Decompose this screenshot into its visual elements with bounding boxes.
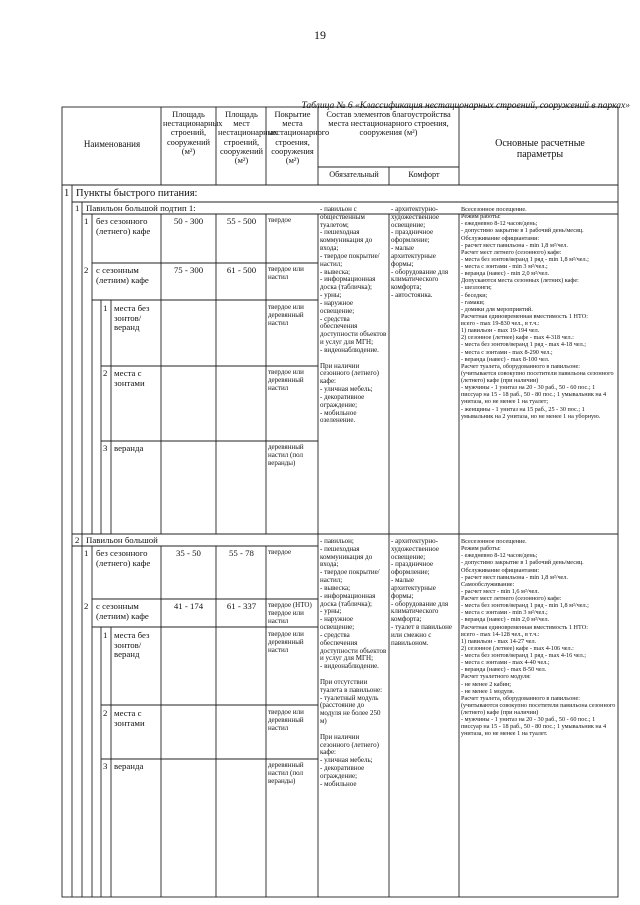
block2-row2-cover: твердое (НТО) твердое или настил (268, 601, 312, 625)
header-mandatory: Обязательный (329, 170, 379, 179)
block1-sub1-cover: твердое или деревянный настил (268, 303, 304, 327)
block2-sub3-num: 3 (103, 761, 108, 771)
block1-sub3-num: 3 (103, 443, 108, 453)
block2-mandatory: - павильон; - пешеходная коммуникация до входа; - твердое покрытие/настил; - вывеска; - информационная доска (табличка); - урны; - наружное освещение; - средства обеспечения доступности объектов и услуг для МГН; - видеонаблюдение. При отсутствии туалета в павильоне: - туалетный модуль (расстояние до модуля не более 250 м) При наличии сезонного (летнего) кафе: - уличная мебель; - декоративное ограждение; - мобильное (320, 537, 387, 788)
section-num: 1 (64, 188, 70, 199)
block1-row2-num: 2 (84, 265, 89, 275)
block2-row1-cover: твердое (268, 548, 292, 556)
block1-sub3-cover: деревянный настил (пол веранды) (268, 443, 304, 467)
block1-comfort: - архитектурно-художественное освещение; - праздничное оформление; - малые архитектурные формы; - оборудование для климатического комфорта; - автостоянка. (391, 205, 449, 300)
block2-row1-places: 55 - 78 (229, 548, 254, 558)
block2-num: 2 (75, 535, 80, 545)
header-params: Основные расчетные параметры (495, 138, 585, 160)
block2-row2-places: 61 - 337 (226, 601, 257, 611)
block1-sub2-label: места с зонтами (114, 368, 145, 388)
block1-row1-area: 50 - 300 (173, 216, 204, 226)
block1-title: Павильон большой подтип 1: (86, 203, 196, 213)
block1-row1-num: 1 (84, 216, 89, 226)
block1-row1-label: без сезонного (летнего) кафе (96, 216, 151, 236)
block1-row2-places: 61 - 500 (226, 265, 257, 275)
block1-sub2-num: 2 (103, 368, 108, 378)
block2-title: Павильон большой (86, 535, 158, 545)
block2-sub3-label: веранда (114, 761, 144, 771)
block2-sub1-num: 1 (103, 630, 108, 640)
block2-comfort: - архитектурно-художественное освещение; - праздничное оформление; - малые архитектурные формы; - оборудование для климатического комфорта; - туалет в павильоне или смежно с павильоном. (391, 537, 453, 647)
block1-row2-cover: твердое или настил (268, 265, 304, 281)
header-places: Площадь мест нестационарных строений, сооружений (м²) (218, 110, 278, 166)
block2-sub2-num: 2 (103, 708, 108, 718)
header-name: Наименования (83, 139, 141, 149)
block1-row1-cover: твердое (268, 216, 292, 224)
block2-row2-num: 2 (84, 601, 89, 611)
block1-row2-area: 75 - 300 (173, 265, 204, 275)
header-area: Площадь нестационарных строений, сооружений (м²) (163, 110, 223, 156)
page-number: 19 (314, 28, 326, 42)
block1-mandatory: - павильон с общественным туалетом; - пешеходная коммуникация до входа; - твердое покрытие/настил; - вывеска; - информационная доска (табличка); - урны; - наружное освещение; - средства обеспечения доступности объектов и услуг для МГН; - видеонаблюдение. При наличии сезонного (летнего) кафе: - уличная мебель; - декоративное ограждение; - мобильное озеленение. (320, 205, 387, 425)
block2-row2-area: 41 - 174 (173, 601, 204, 611)
block2-row1-area: 35 - 50 (176, 548, 201, 558)
block2-sub2-cover: твердое или деревянный настил (268, 708, 304, 732)
block2-sub1-label: места без зонтов/веранд (114, 630, 150, 659)
block1-row2-label: с сезонным (летним) кафе (96, 265, 149, 285)
block2-sub1-cover: твердое или деревянный настил (268, 630, 304, 654)
block2-params: Всесезонное посещение. Режим работы: - ежедневно 8-12 часов/день; - допустимо закрытие в 1 рабочий день/месяц. Обслуживание официантами: - расчет мест павильона - min 1,8 м²/чел. Самообслуживание: - расчет мест - min 1,6 м²/чел. Расчет мест летнего (сезонного) кафе: - места без зонтов/веранд 1 ряд - min 1,8 м²/чел.; - места с зонтами - min 3 м²/чел.; - веранда (навес) - min 2,0 м²/чел. Расчетная единовременная вместимость 1 НТО: всего - max 14-128 чел., в т.ч.: 1) павильон - max 14-27 чел. 2) сезонное (летнее) кафе - max 4-106 чел.: - места без зонтов/веранд 1 ряд - max 4-16 чел.; - места с зонтами - max 4-40 чел.; - веранда (навес) - max 8-50 чел. Расчет туалетного модуля: - не менее 2 кабин; - не менее 1 модуля. Расчет туалета, оборудованного в павильоне: (учитываются совокупно посетители павильона сезонного (летнего) кафе (при наличии) - мужчины - 1 унитаз на 20 - 30 раб., 50 - 60 пос.; 1 писсуар на 15 - 18 раб., 50 - 80 пос.; 1 умывальник на 4 унитаза, но не менее 1 на туалет. (461, 538, 616, 738)
table-caption: Таблица № 6 «Классификация нестационарных строений, сооружений в парках» (301, 101, 630, 111)
header-elements: Состав элементов благоустройства места нестационарного строения, сооружения (м²) (326, 110, 451, 138)
block1-sub1-num: 1 (103, 303, 108, 313)
block2-sub3-cover: деревянный настил (пол веранды) (268, 761, 304, 785)
block2-row1-label: без сезонного (летнего) кафе (96, 548, 151, 568)
header-cover: Покрытие места нестационарного строения, сооружения (м²) (268, 110, 330, 166)
block2-sub2-label: места с зонтами (114, 708, 145, 728)
block1-params: Всесезонное посещение. Режим работы: - ежедневно 8-12 часов/день; - допустимо закрытие в 1 рабочий день/месяц. Обслуживание официантами: - расчет мест павильона - min 1,8 м²/чел. Расчет мест летнего (сезонного) кафе: - места без зонтов/веранд 1 ряд - min 1,8 м²/чел.; - места с зонтами - min 3 м²/чел.; - веранда (навес) - min 2,0 м²/чел. Допускаются места сезонных (летних) кафе: - шезлонги; - беседки; - гамаки; - домики для мероприятий. Расчетная единовременная вместимость 1 НТО: всего - max 19-830 чел., в т.ч.: 1) павильон - max 19-194 чел. 2) сезонное (летнее) кафе - max 4-318 чел.: - места без зонтов/веранд 1 ряд - max 4-18 чел.; - места с зонтами - max 8-290 чел.; - веранда (навес) - max 8-100 чел. Расчет туалета, оборудованного в павильоне: (учитывается совокупно посетители павильона сезонного (летнего) кафе (при наличии) - мужчины - 1 унитаз на 20 - 30 раб., 50 - 60 пос.; 1 писсуар на 15 - 18 раб., 50 - 80 пос.; 1 умывальник на 4 унитаза, но не менее 1 на туалет; - женщины - 1 унитаз на 15 раб., 25 - 30 пос.; 1 умывальник на 2 унитаза, но не менее 1 на уборную. (461, 206, 614, 420)
block1-row1-places: 55 - 500 (226, 216, 257, 226)
section-title: Пункты быстрого питания: (76, 188, 198, 199)
block1-sub3-label: веранда (114, 443, 144, 453)
block2-row2-label: с сезонным (летним) кафе (96, 601, 149, 621)
block1-sub2-cover: твердое или деревянный настил (268, 368, 304, 392)
header-comfort: Комфорт (408, 170, 440, 179)
block1-num: 1 (75, 203, 80, 213)
block2-row1-num: 1 (84, 548, 89, 558)
block1-sub1-label: места без зонтов/веранд (114, 303, 150, 332)
